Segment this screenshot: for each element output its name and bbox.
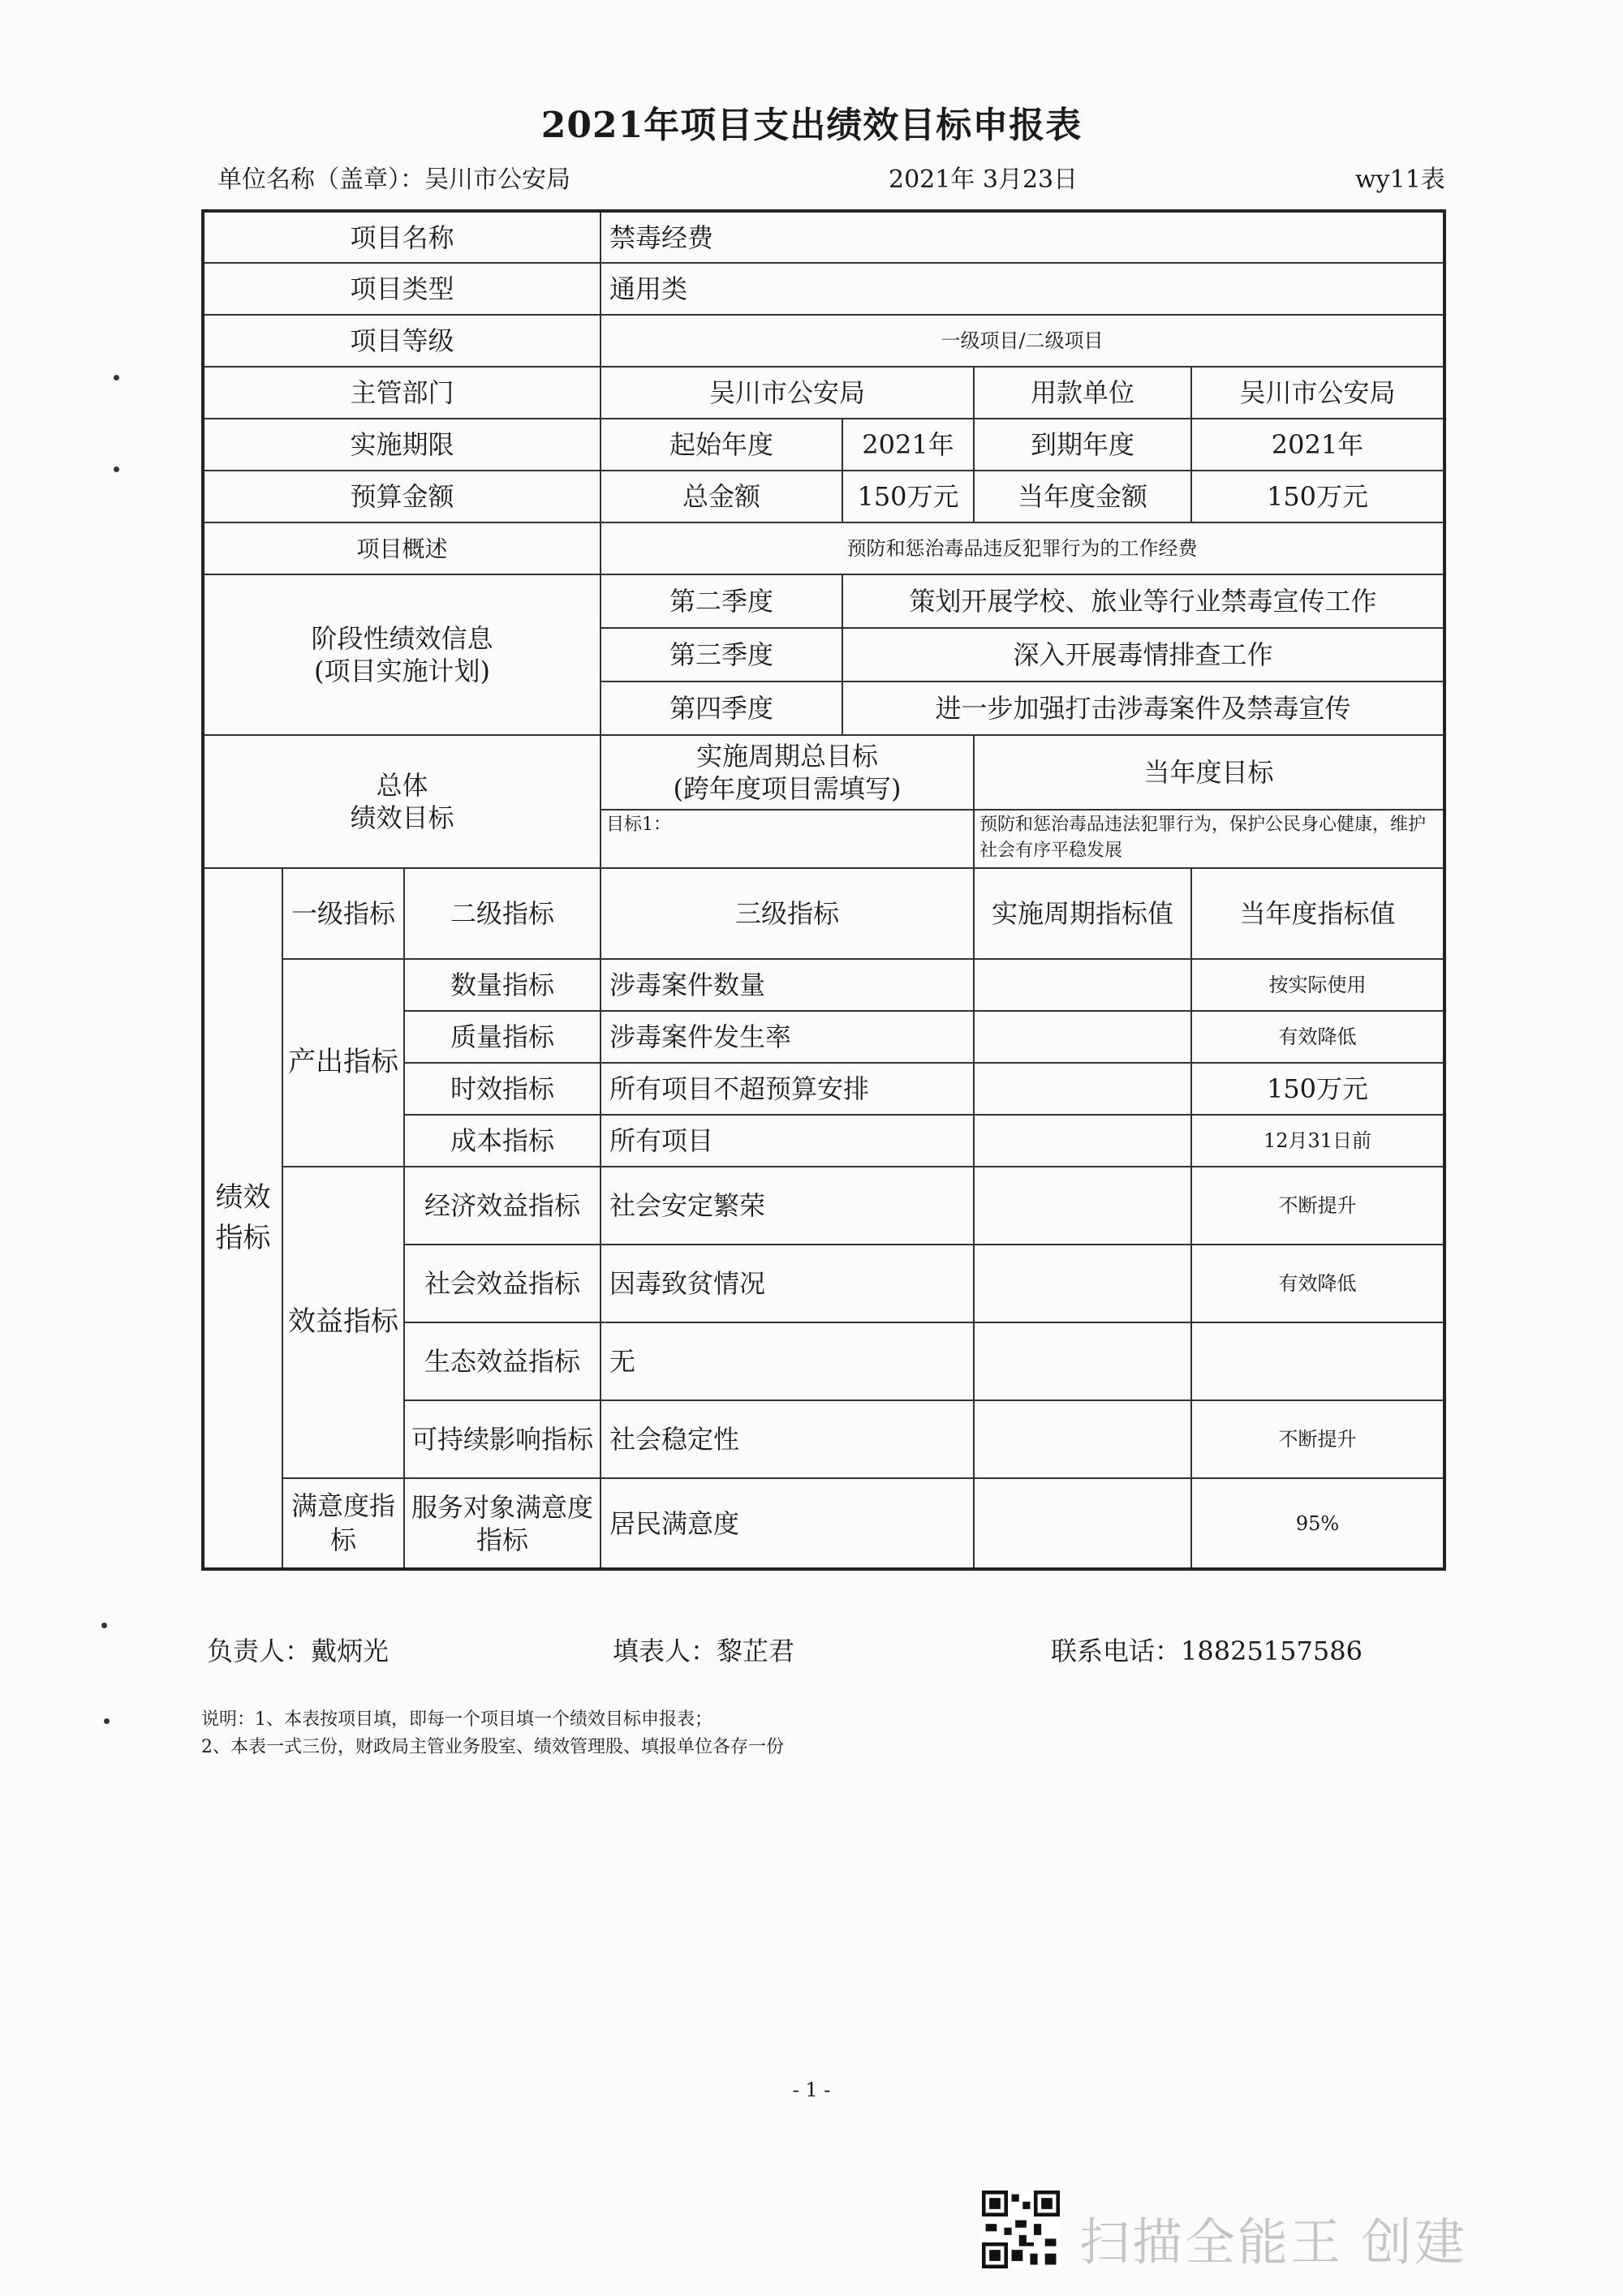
col-level1: 一级指标: [282, 868, 404, 959]
period-goal-header: [601, 735, 974, 810]
filler: 填表人：黎芷君: [613, 1636, 795, 1666]
year-value-cell: 不断提升: [1191, 1400, 1444, 1478]
output-group-label: 产出指标: [282, 959, 404, 1167]
payer-value: 吴川市公安局: [1191, 367, 1444, 419]
department-value: 吴川市公安局: [601, 367, 974, 419]
performance-table: [201, 209, 1446, 1571]
total-amount-label: 总金额: [601, 471, 842, 522]
end-year-label: 到期年度: [974, 419, 1191, 471]
level2-cell: 成本指标: [404, 1115, 601, 1167]
scan-speck: [104, 1718, 110, 1724]
note-line-1: 说明：1、本表按项目填，即每一个项目填一个绩效目标申报表；: [201, 1709, 712, 1730]
start-year-value: 2021年: [842, 419, 974, 471]
scanner-watermark: [982, 2191, 1485, 2272]
scan-speck: [114, 375, 119, 381]
period-goal-line1: 实施周期总目标: [695, 741, 878, 772]
project-level-label: 项目等级: [203, 315, 601, 367]
period-value-cell: [974, 1400, 1191, 1478]
year-value-cell: 150万元: [1191, 1063, 1444, 1115]
stage-label: [203, 574, 601, 735]
period-value-cell: [974, 1115, 1191, 1167]
row-department: [203, 367, 1444, 419]
year-value-cell: 95%: [1191, 1478, 1444, 1569]
project-name-value: 禁毒经费: [601, 211, 1444, 263]
row-project-name: [203, 211, 1444, 263]
level2-cell: 数量指标: [404, 959, 601, 1011]
level3-cell: 涉毒案件发生率: [601, 1011, 974, 1063]
budget-label: 预算金额: [203, 471, 601, 522]
col-level2: 二级指标: [404, 868, 601, 959]
row-project-type: [203, 263, 1444, 315]
project-name-label: 项目名称: [203, 211, 601, 263]
form-code: wy11表: [1355, 166, 1445, 194]
indicator-section-label: 绩效指标: [203, 868, 282, 1569]
level2-cell: 服务对象满意度指标: [404, 1478, 601, 1569]
overall-label-line2: 绩效目标: [350, 802, 454, 833]
period-value-cell: [974, 1245, 1191, 1322]
year-value-cell: 按实际使用: [1191, 959, 1444, 1011]
q2-label: 第二季度: [601, 574, 842, 628]
row-period: [203, 419, 1444, 471]
year-value-cell: 12月31日前: [1191, 1115, 1444, 1167]
payer-label: 用款单位: [974, 367, 1191, 419]
q3-label: 第三季度: [601, 628, 842, 681]
col-period-value: 实施周期指标值: [974, 868, 1191, 959]
goal1-cell: 目标1：: [601, 810, 974, 868]
period-value-cell: [974, 1167, 1191, 1245]
project-type-value: 通用类: [601, 263, 1444, 315]
table-row: [203, 959, 1444, 1011]
year-value-cell: 有效降低: [1191, 1245, 1444, 1322]
report-date: 2021年 3月23日: [889, 166, 1078, 194]
overview-value: 预防和惩治毒品违反犯罪行为的工作经费: [601, 522, 1444, 574]
qr-code-icon: [982, 2191, 1060, 2268]
owner: 负责人：戴炳光: [207, 1636, 390, 1666]
overall-label-line1: 总体: [376, 770, 428, 801]
contact-phone: 联系电话：18825157586: [1051, 1636, 1363, 1666]
year-value-cell: 不断提升: [1191, 1167, 1444, 1245]
level3-cell: 社会稳定性: [601, 1400, 974, 1478]
page-title: 2021年项目支出绩效目标申报表: [540, 105, 1083, 146]
watermark-text: 扫描全能王 创建: [1079, 2212, 1467, 2272]
satisfaction-group-label: 满意度指标: [282, 1478, 404, 1569]
level2-cell: 社会效益指标: [404, 1245, 601, 1322]
year-amount-label: 当年度金额: [974, 471, 1191, 522]
year-amount-value: 150万元: [1191, 471, 1444, 522]
row-project-level: [203, 315, 1444, 367]
period-value-cell: [974, 959, 1191, 1011]
level3-cell: 涉毒案件数量: [601, 959, 974, 1011]
period-value-cell: [974, 1478, 1191, 1569]
unit-name: 单位名称（盖章）：吴川市公安局: [217, 166, 570, 194]
level2-cell: 时效指标: [404, 1063, 601, 1115]
benefit-group-label: 效益指标: [282, 1167, 404, 1478]
total-amount-value: 150万元: [842, 471, 974, 522]
level3-cell: 无: [601, 1322, 974, 1400]
q3-task: 深入开展毒情排查工作: [842, 628, 1444, 681]
period-label: 实施期限: [203, 419, 601, 471]
row-stage-q2: [203, 574, 1444, 628]
level3-cell: 社会安定繁荣: [601, 1167, 974, 1245]
col-level3: 三级指标: [601, 868, 974, 959]
year-goal-text: 预防和惩治毒品违法犯罪行为，保护公民身心健康，维护社会有序平稳发展: [974, 810, 1444, 868]
stage-label-line1: 阶段性绩效信息: [311, 623, 493, 654]
year-value-cell: 有效降低: [1191, 1011, 1444, 1063]
start-year-label: 起始年度: [601, 419, 842, 471]
period-value-cell: [974, 1063, 1191, 1115]
level2-cell: 质量指标: [404, 1011, 601, 1063]
overall-label: [203, 735, 601, 868]
period-goal-line2: (跨年度项目需填写): [673, 773, 902, 804]
page-number: - 1 -: [792, 2079, 831, 2101]
table-row: [203, 1478, 1444, 1569]
project-level-value: 一级项目/二级项目: [601, 315, 1444, 367]
level3-cell: 所有项目不超预算安排: [601, 1063, 974, 1115]
note-line-2: 2、本表一式三份，财政局主管业务股室、绩效管理股、填报单位各存一份: [201, 1737, 784, 1757]
year-value-cell: [1191, 1322, 1444, 1400]
q4-task: 进一步加强打击涉毒案件及禁毒宣传: [842, 681, 1444, 735]
department-label: 主管部门: [203, 367, 601, 419]
q2-task: 策划开展学校、旅业等行业禁毒宣传工作: [842, 574, 1444, 628]
q4-label: 第四季度: [601, 681, 842, 735]
year-goal-header: 当年度目标: [974, 735, 1444, 810]
stage-label-line2: (项目实施计划): [314, 656, 490, 686]
project-type-label: 项目类型: [203, 263, 601, 315]
level3-cell: 居民满意度: [601, 1478, 974, 1569]
row-indicator-header: [203, 868, 1444, 959]
level2-cell: 可持续影响指标: [404, 1400, 601, 1478]
level3-cell: 所有项目: [601, 1115, 974, 1167]
level2-cell: 生态效益指标: [404, 1322, 601, 1400]
overview-label: 项目概述: [203, 522, 601, 574]
level3-cell: 因毒致贫情况: [601, 1245, 974, 1322]
row-overall-header: [203, 735, 1444, 810]
scan-speck: [114, 467, 119, 472]
row-overview: [203, 522, 1444, 574]
period-value-cell: [974, 1322, 1191, 1400]
col-year-value: 当年度指标值: [1191, 868, 1444, 959]
table-row: [203, 1167, 1444, 1245]
period-value-cell: [974, 1011, 1191, 1063]
level2-cell: 经济效益指标: [404, 1167, 601, 1245]
end-year-value: 2021年: [1191, 419, 1444, 471]
scan-speck: [101, 1623, 107, 1628]
row-budget: [203, 471, 1444, 522]
